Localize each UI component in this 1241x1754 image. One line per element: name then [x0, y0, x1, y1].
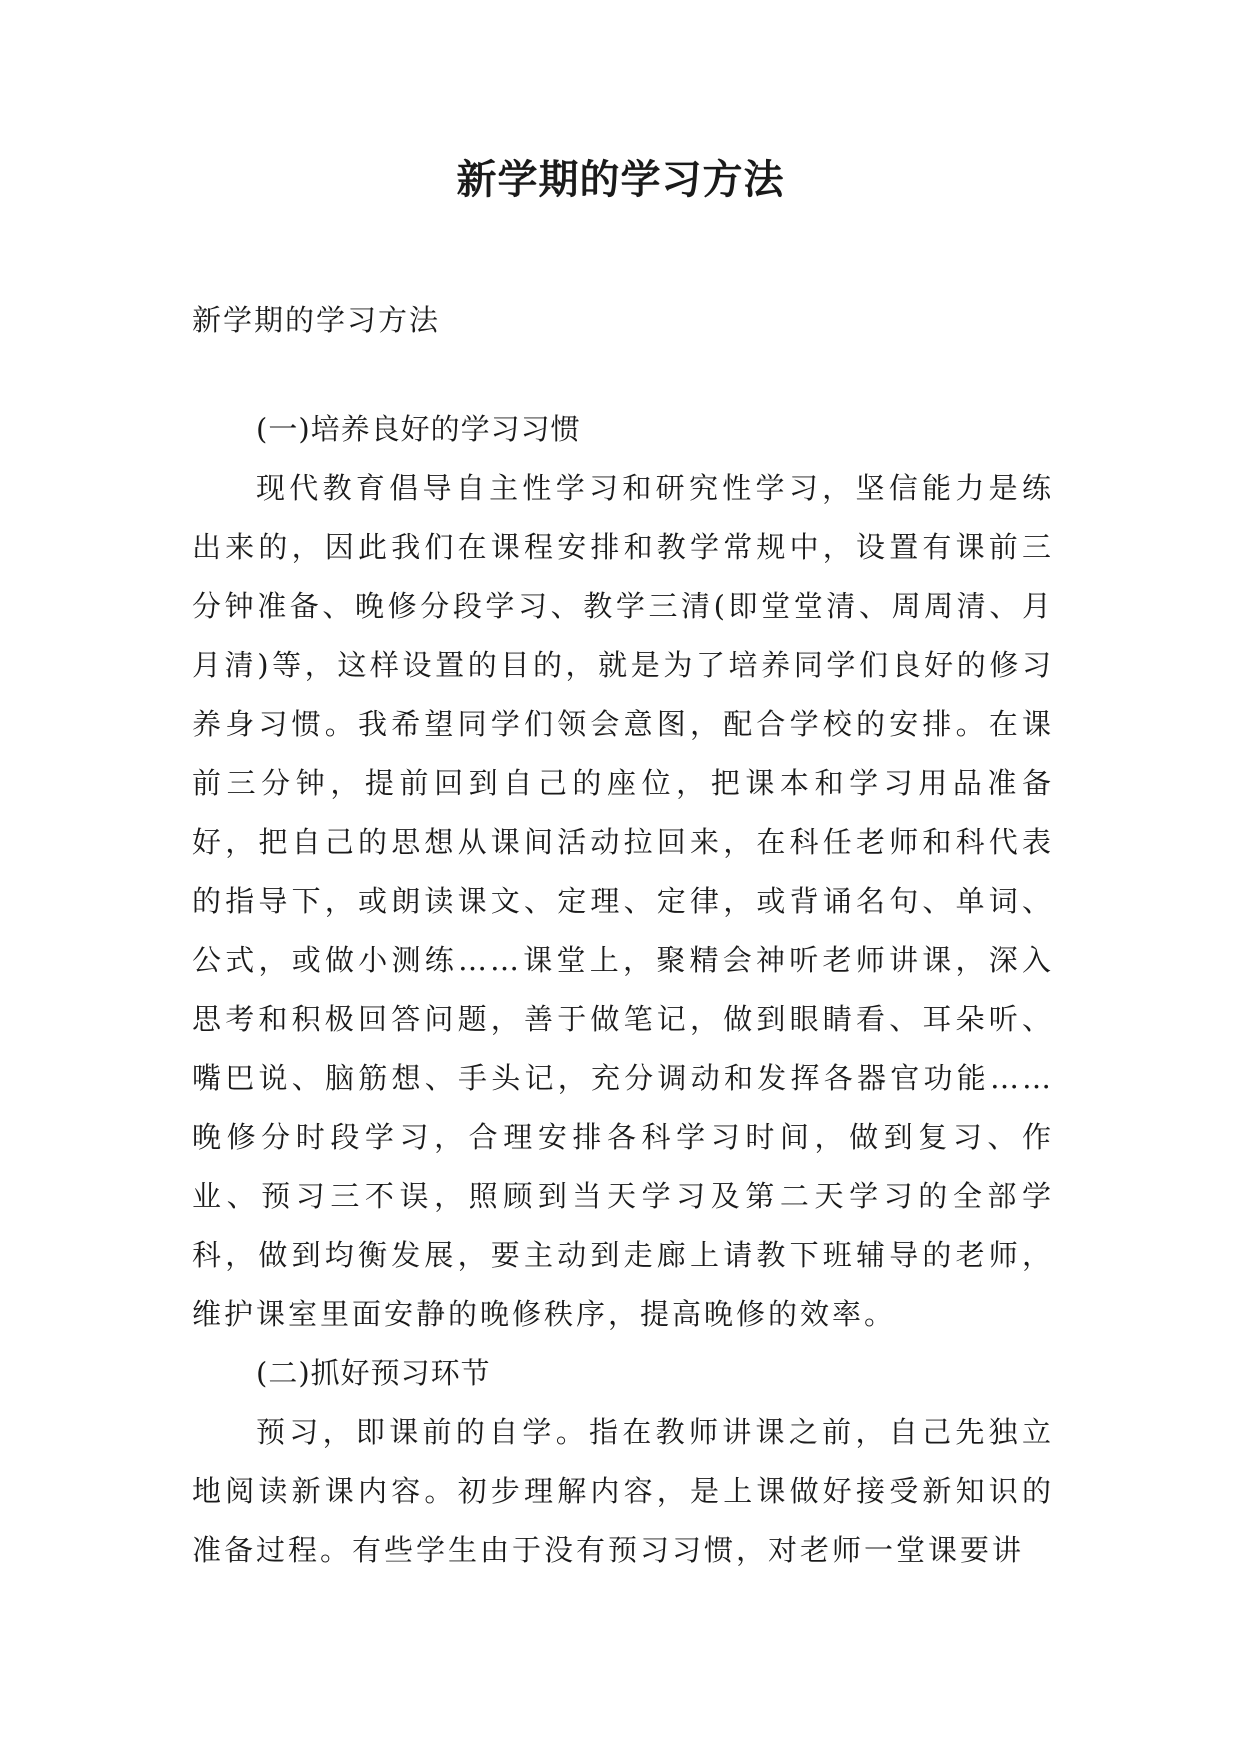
section-paragraph-1: 现代教育倡导自主性学习和研究性学习，坚信能力是练出来的，因此我们在课程安排和教学常规中，设置有课前三分钟准备、晚修分段学习、教学三清(即堂堂清、周周清、月月清)等，这样设置的目的，就是为了培养同学们良好的修习养身习惯。我希望同学们领会意图，配合学校的安排。在课前三分钟，提前回到自己的座位，把课本和学习用品准备好，把自己的思想从课间活动拉回来，在科任老师和科代表的指导下，或朗读课文、定理、定律，或背诵名句、单词、公式，或做小测练……课堂上，聚精会神听老师讲课，深入思考和积极回答问题，善于做笔记，做到眼睛看、耳朵听、嘴巴说、脑筋想、手头记，充分调动和发挥各器官功能……晚修分时段学习，合理安排各科学习时间，做到复习、作业、预习三不误，照顾到当天学习及第二天学习的全部学科，做到均衡发展，要主动到走廊上请教下班辅导的老师，维护课室里面安静的晚修秩序，提高晚修的效率。	[192, 471, 1054, 1331]
section-paragraph-2: 预习，即课前的自学。指在教师讲课之前，自己先独立地阅读新课内容。初步理解内容，是上课做好接受新知识的准备过程。有些学生由于没有预习习惯，对老师一堂课要讲	[192, 1415, 1054, 1567]
document-subtitle: 新学期的学习方法	[192, 303, 441, 337]
document-title: 新学期的学习方法	[456, 156, 785, 203]
document-body	[192, 400, 1054, 1580]
section-heading-1: (一)培养良好的学习习惯	[256, 412, 581, 446]
section-heading-2: (二)抓好预习环节	[256, 1356, 491, 1390]
